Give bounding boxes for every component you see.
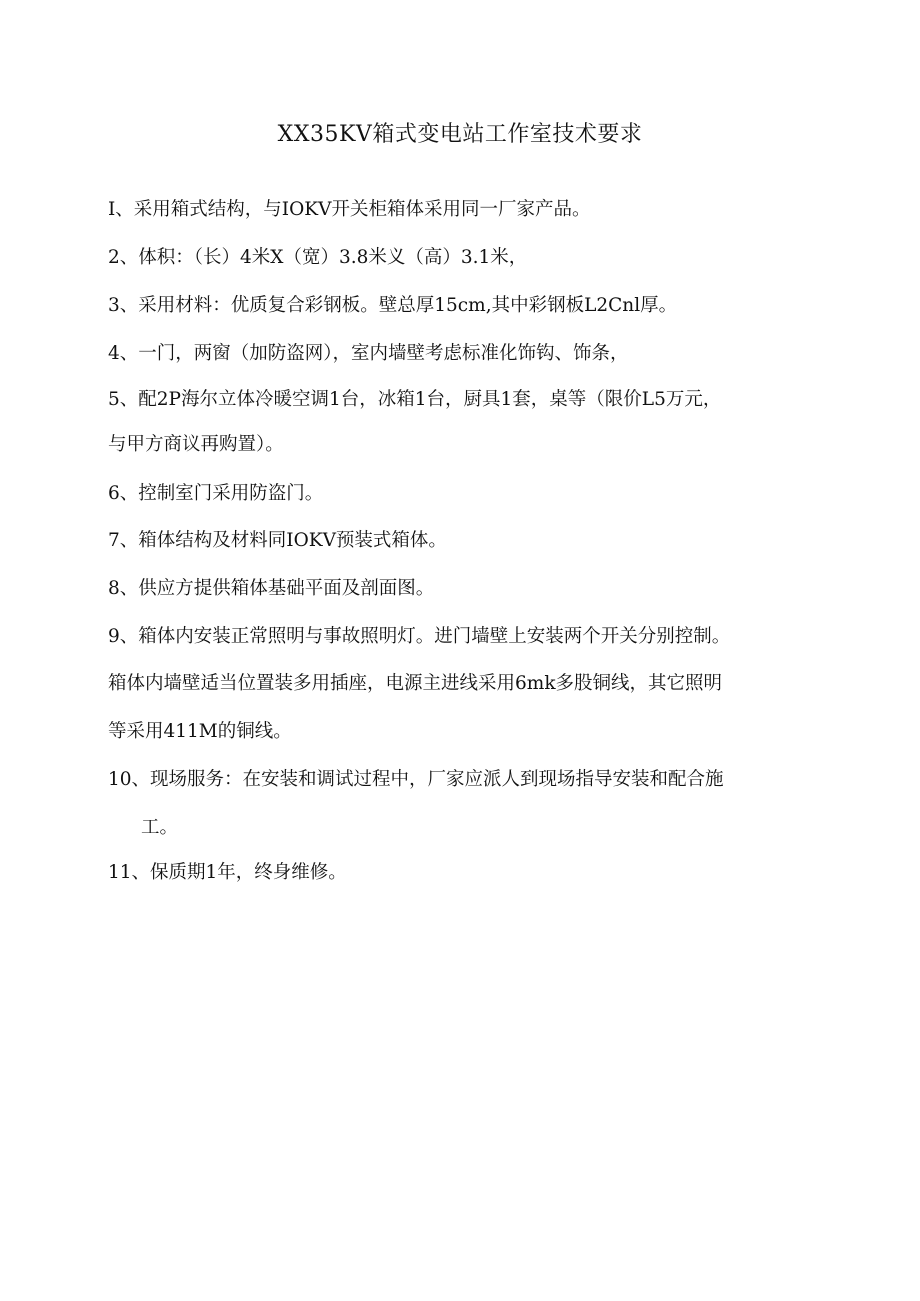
requirement-line-10-continued: 工。 (141, 817, 179, 838)
requirement-line-1: I、采用箱式结构，与IOKV开关柜箱体采用同一厂家产品。 (108, 199, 591, 220)
requirement-line-3: 3、采用材料：优质复合彩钢板。壁总厚15cm,其中彩钢板L2Cnl厚。 (108, 295, 678, 316)
requirement-line-11: 11、保质期1年，终身维修。 (108, 862, 347, 883)
requirement-line-9: 9、箱体内安装正常照明与事故照明灯。进门墙壁上安装两个开关分别控制。 (108, 626, 731, 647)
requirement-line-2: 2、体积：（长）4米X（宽）3.8米义（高）3.1米， (108, 247, 528, 268)
document-title: XX35KV箱式变电站工作室技术要求 (277, 122, 643, 147)
requirement-line-9-continued-b: 等采用411M的铜线。 (108, 721, 292, 742)
requirement-line-4: 4、一门，两窗（加防盗网），室内墙壁考虑标准化饰钩、饰条， (108, 343, 629, 364)
requirement-line-5: 5、配2P海尔立体冷暖空调1台，冰箱1台，厨具1套，桌等（限价L5万元， (108, 389, 722, 410)
requirement-line-7: 7、箱体结构及材料同IOKV预装式箱体。 (108, 530, 447, 551)
requirement-line-8: 8、供应方提供箱体基础平面及剖面图。 (108, 578, 435, 599)
requirement-line-6: 6、控制室门采用防盗门。 (108, 483, 324, 504)
requirement-line-9-continued-a: 箱体内墙壁适当位置装多用插座，电源主进线采用6mk多股铜线，其它照明 (108, 673, 723, 694)
requirement-line-5-continued: 与甲方商议再购置）。 (108, 434, 284, 455)
requirement-line-10: 10、现场服务：在安装和调试过程中，厂家应派人到现场指导安装和配合施 (108, 769, 724, 790)
